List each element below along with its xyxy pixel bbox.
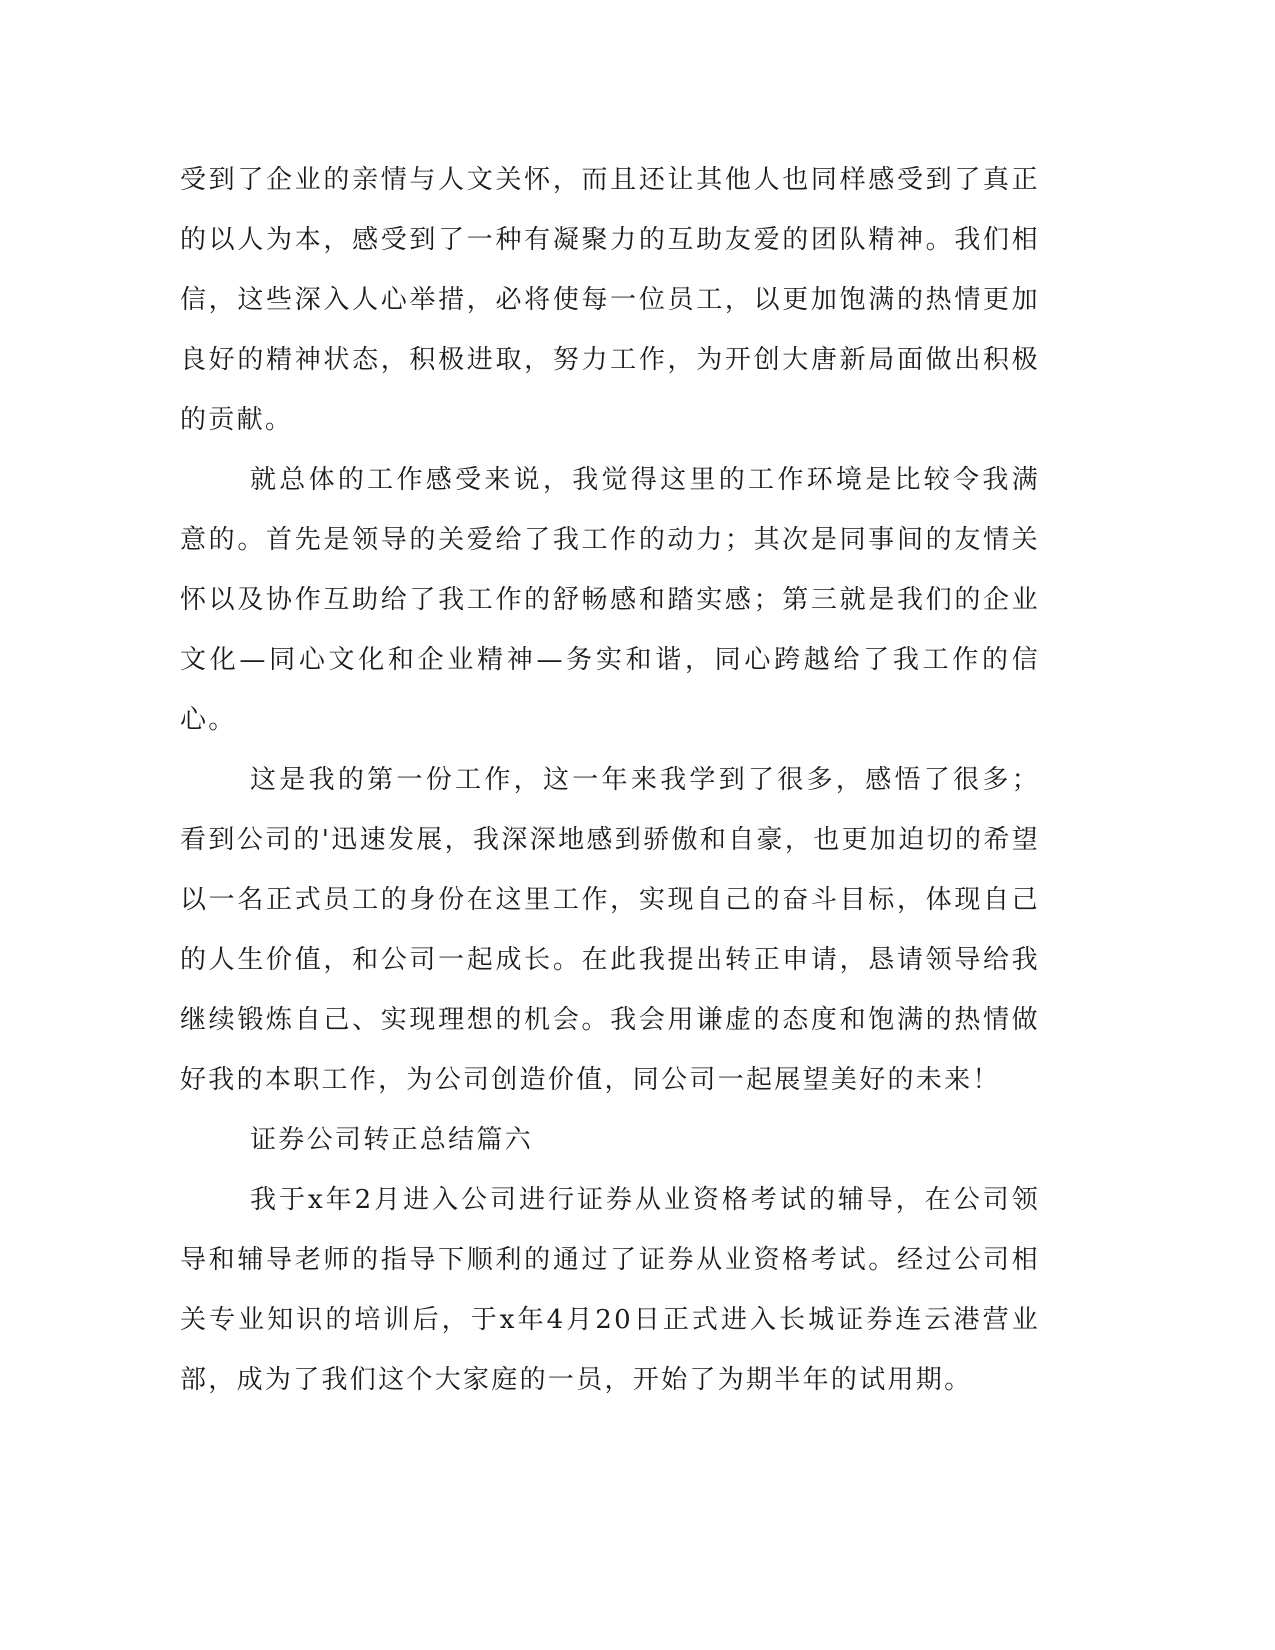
paragraph-securities-intro: 我于x年2月进入公司进行证券从业资格考试的辅导，在公司领导和辅导老师的指导下顺利的通过了证券从业资格考试。经过公司相关专业知识的培训后，于x年4月20日正式进入长城证券连云港营业部，成为了我们这个大家庭的一员，开始了为期半年的试用期。 xyxy=(180,1185,1040,1395)
document-body xyxy=(180,150,1040,1410)
paragraph-continuation: 受到了企业的亲情与人文关怀，而且还让其他人也同样感受到了真正的以人为本，感受到了一种有凝聚力的互助友爱的团队精神。我们相信，这些深入人心举措，必将使每一位员工，以更加饱满的热情更加良好的精神状态，积极进取，努力工作，为开创大唐新局面做出积极的贡献。 xyxy=(180,165,1040,435)
paragraph-first-job: 这是我的第一份工作，这一年来我学到了很多，感悟了很多；看到公司的'迅速发展，我深深地感到骄傲和自豪，也更加迫切的希望以一名正式员工的身份在这里工作，实现自己的奋斗目标，体现自己的人生价值，和公司一起成长。在此我提出转正申请，恳请领导给我继续锻炼自己、实现理想的机会。我会用谦虚的态度和饱满的热情做好我的本职工作，为公司创造价值，同公司一起展望美好的未来！ xyxy=(180,765,1040,1095)
paragraph-work-feeling: 就总体的工作感受来说，我觉得这里的工作环境是比较令我满意的。首先是领导的关爱给了我工作的动力；其次是同事间的友情关怀以及协作互助给了我工作的舒畅感和踏实感；第三就是我们的企业文化—同心文化和企业精神—务实和谐，同心跨越给了我工作的信心。 xyxy=(180,465,1040,735)
section-heading: 证券公司转正总结篇六 xyxy=(250,1125,534,1155)
